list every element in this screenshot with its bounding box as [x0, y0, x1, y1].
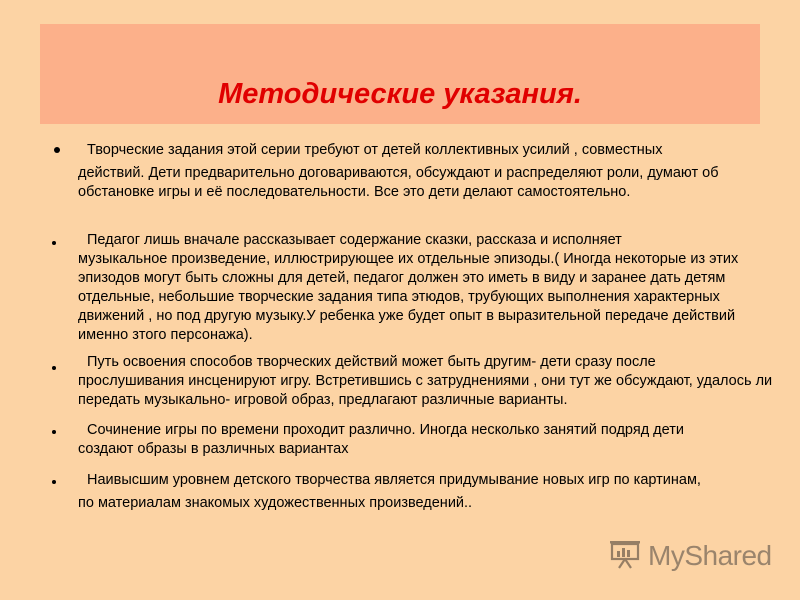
presentation-board-icon: [608, 538, 642, 570]
list-item-text: прослушивания инсценируют игру. Встретившись с затруднениями , они тут же обсуждают, удалось ли передать музыкально- игровой образ, предлагают различные варианты.: [78, 373, 773, 408]
list-item: [78, 353, 778, 410]
list-item-text: действий. Дети предварительно договариваются, обсуждают и распределяют роли, думают об обстановке игры и её последовательности. Все это дети делают самостоятельно.: [78, 165, 719, 200]
list-item-first-line: Творческие задания этой серии требуют от детей коллективных усилий , совместных: [87, 142, 663, 158]
watermark-text: MyShared: [648, 540, 772, 571]
bullet-dot: [52, 366, 56, 370]
list-item-text: музыкальное произведение, иллюстрирующее их отдельные эпизоды.( Иногда некоторые из этих эпизодов могут быть сложны для детей, педагог должен это иметь в виду и заранее дать детям отдельные, небольшие творческие задания типа этюдов, трубующих выполнения характерных движений , но под другую музыку.У ребенка уже будет опыт в выразительной передаче действий именно зтого персонажа).: [78, 251, 739, 343]
list-item: [78, 471, 778, 513]
bullet-dot: [52, 480, 56, 484]
list-item-text: по материалам знакомых художественных произведений..: [78, 495, 473, 511]
bullet-dot: [54, 147, 60, 153]
list-item-first-line: Путь освоения способов творческих действий может быть другим- дети сразу после: [87, 354, 656, 370]
list-item: [78, 421, 778, 459]
slide-title: Методические указания.: [218, 78, 582, 110]
list-item: [78, 141, 778, 202]
myshared-watermark: [608, 536, 772, 574]
list-item-first-line: Педагог лишь вначале рассказывает содержание сказки, рассказа и исполняет: [87, 232, 622, 248]
list-item-first-line: Сочинение игры по времени проходит различно. Иногда несколько занятий подряд дети: [87, 422, 684, 438]
list-item-text: создают образы в различных вариантах: [78, 441, 349, 457]
list-item-first-line: Наивысшим уровнем детского творчества является придумывание новых игр по картинам,: [87, 472, 701, 488]
bullet-dot: [52, 430, 56, 434]
list-item: [78, 231, 778, 345]
bullet-dot: [52, 241, 56, 245]
